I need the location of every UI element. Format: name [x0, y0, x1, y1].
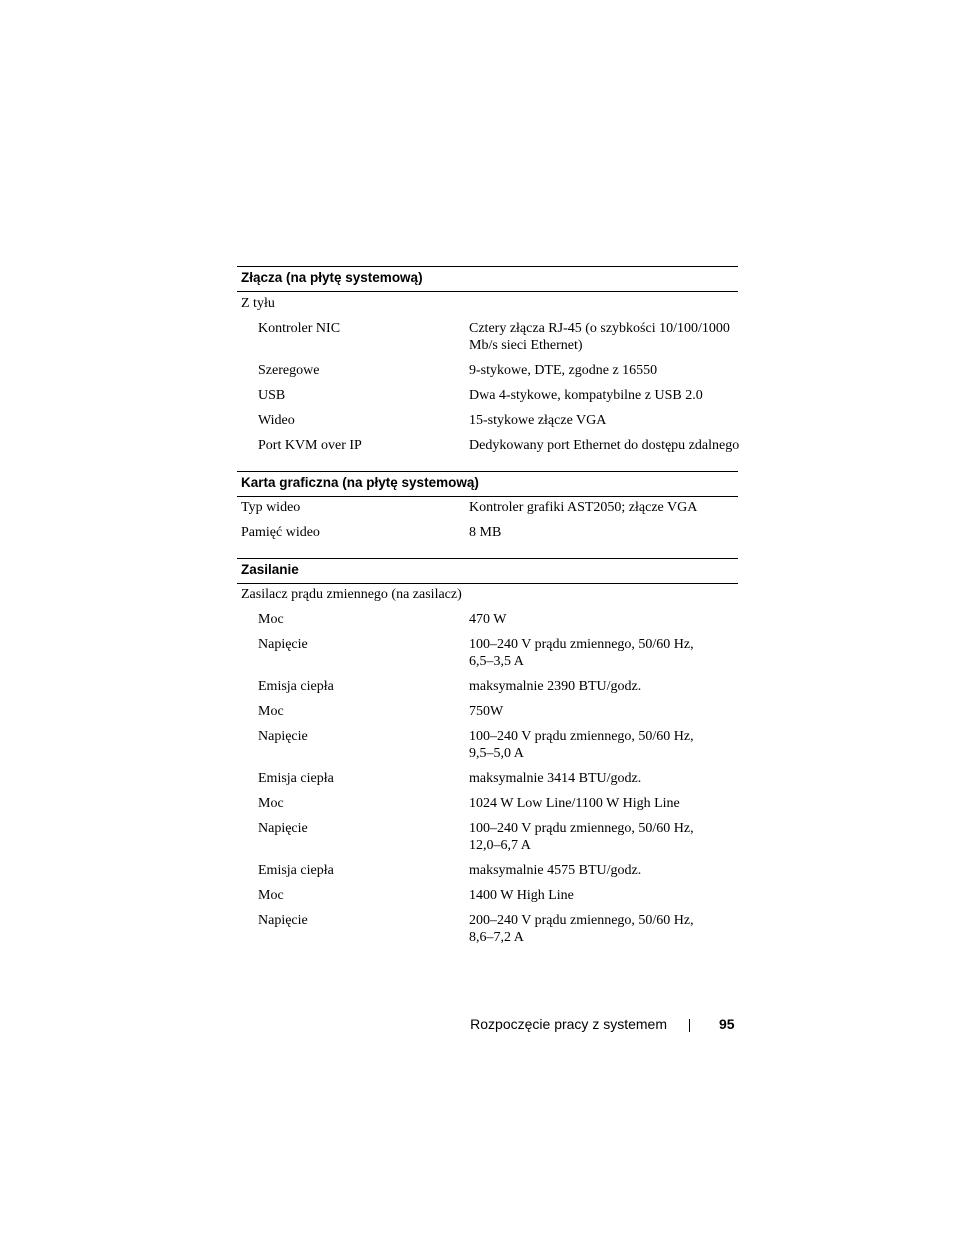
spec-label: Napięcie: [258, 729, 308, 744]
spec-label: Zasilacz prądu zmiennego (na zasilacz): [241, 587, 462, 602]
spec-label: Szeregowe: [258, 363, 320, 378]
spec-value: 100–240 V prądu zmiennego, 50/60 Hz, 9,5–5,0 A: [469, 729, 694, 761]
spec-value: maksymalnie 4575 BTU/godz.: [469, 863, 642, 878]
spec-label: Pamięć wideo: [241, 525, 320, 540]
spec-label: Moc: [258, 704, 284, 719]
section-video-card: [237, 471, 738, 540]
spec-label: Emisja ciepła: [258, 679, 334, 694]
section-title: Karta graficzna (na płytę systemową): [241, 475, 479, 490]
section-title: Złącza (na płytę systemową): [241, 270, 423, 285]
spec-label: Napięcie: [258, 913, 308, 928]
spec-label: USB: [258, 388, 286, 403]
section-connectors: [237, 266, 740, 453]
spec-value: 15-stykowe złącze VGA: [469, 413, 607, 428]
spec-value: 1400 W High Line: [469, 888, 574, 903]
spec-label: Typ wideo: [241, 500, 301, 515]
spec-value: Dedykowany port Ethernet do dostępu zdalnego: [469, 438, 740, 453]
spec-value: 100–240 V prądu zmiennego, 50/60 Hz, 12,0–6,7 A: [469, 821, 694, 853]
footer-title: Rozpoczęcie pracy z systemem: [470, 1016, 667, 1032]
spec-label: Napięcie: [258, 821, 308, 836]
spec-label: Moc: [258, 612, 284, 627]
spec-label: Wideo: [258, 413, 295, 428]
spec-value: 9-stykowe, DTE, zgodne z 16550: [469, 363, 658, 378]
section-header: [237, 471, 738, 497]
spec-value: 470 W: [469, 612, 507, 627]
spec-value: 8 MB: [469, 525, 502, 540]
spec-label: Moc: [258, 796, 284, 811]
section-power: [237, 558, 738, 945]
spec-value: Kontroler grafiki AST2050; złącze VGA: [469, 500, 698, 515]
spec-value: 1024 W Low Line/1100 W High Line: [469, 796, 680, 811]
spec-label: Port KVM over IP: [258, 438, 362, 453]
spec-value: Dwa 4-stykowe, kompatybilne z USB 2.0: [469, 388, 703, 403]
page-number: 95: [719, 1016, 735, 1032]
spec-label: Emisja ciepła: [258, 863, 334, 878]
spec-label: Kontroler NIC: [258, 321, 341, 336]
spec-value: maksymalnie 3414 BTU/godz.: [469, 771, 642, 786]
section-title: Zasilanie: [241, 562, 299, 577]
section-header: [237, 558, 738, 584]
spec-label: Napięcie: [258, 637, 308, 652]
spec-value: Cztery złącza RJ-45 (o szybkości 10/100/1000 Mb/s sieci Ethernet): [469, 321, 730, 353]
spec-label: Moc: [258, 888, 284, 903]
spec-value: 200–240 V prądu zmiennego, 50/60 Hz, 8,6–7,2 A: [469, 913, 694, 945]
spec-label: Z tyłu: [241, 296, 275, 311]
spec-value: 100–240 V prądu zmiennego, 50/60 Hz, 6,5–3,5 A: [469, 637, 694, 669]
footer-separator: [689, 1019, 690, 1032]
spec-value: maksymalnie 2390 BTU/godz.: [469, 679, 642, 694]
spec-value: 750W: [469, 704, 504, 719]
section-header: [237, 266, 738, 292]
spec-label: Emisja ciepła: [258, 771, 334, 786]
